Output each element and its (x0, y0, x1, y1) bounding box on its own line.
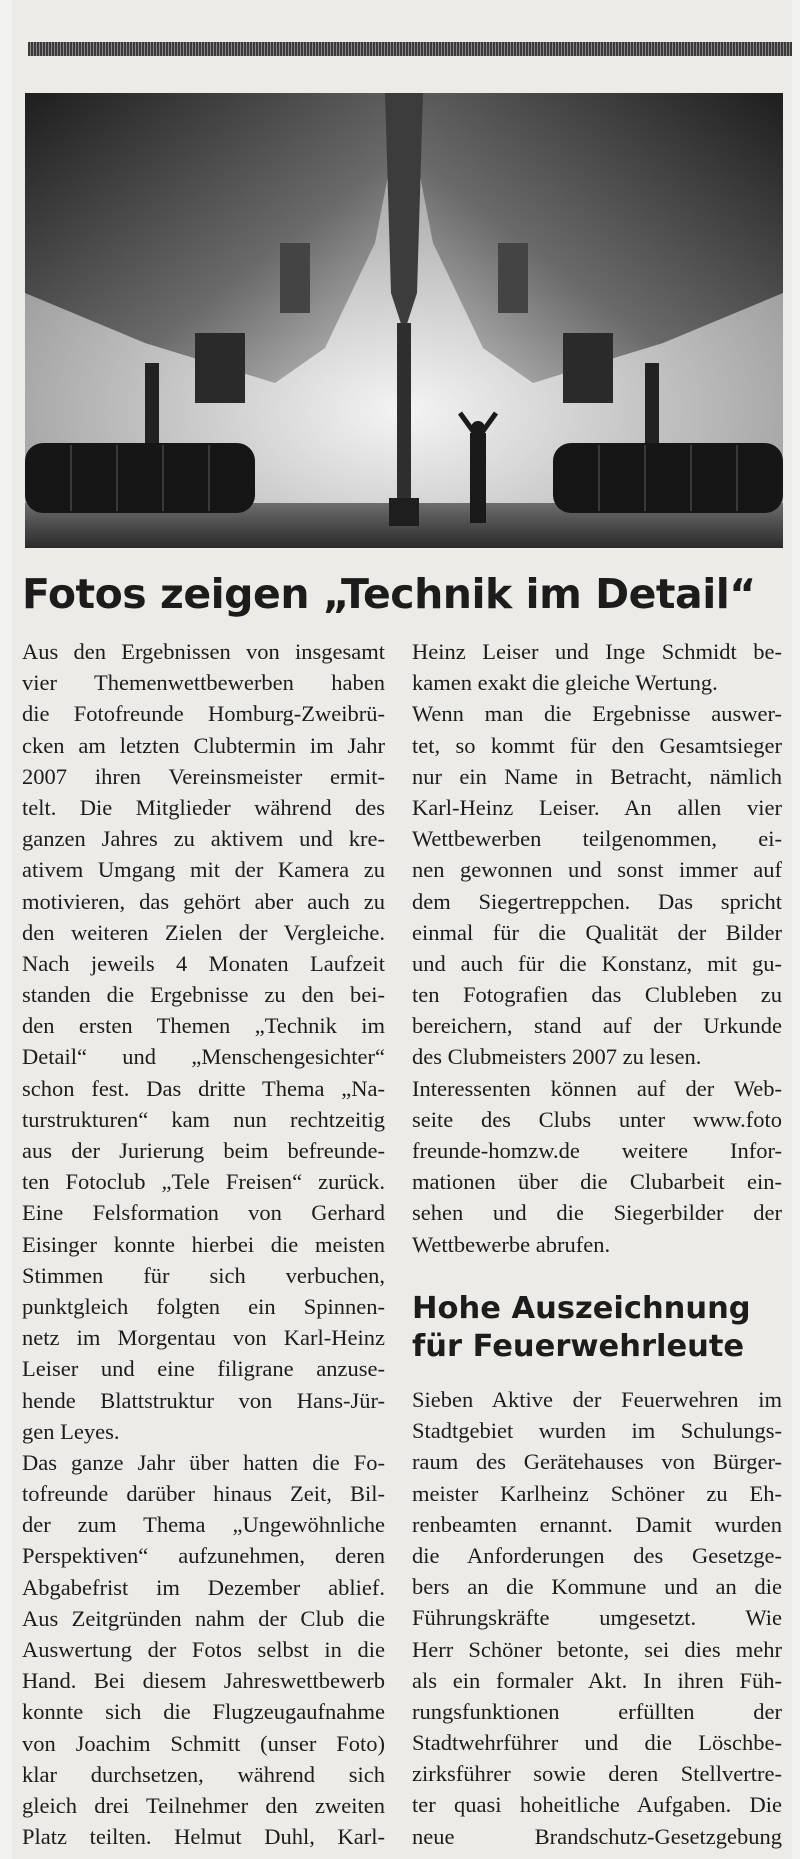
text-line: Das ganze Jahr über hatten die Fo- (22, 1449, 385, 1475)
text-line: Karl-Heinz Leiser. An allen vier (412, 794, 782, 820)
text-line: Leiser und eine filigrane anzuse- (22, 1356, 385, 1382)
text-line: netz im Morgentau von Karl-Heinz (22, 1325, 385, 1351)
text-line: sehen und die Siegerbilder der (412, 1200, 782, 1226)
top-rule (28, 42, 792, 56)
text-line: tofreunde darüber hinaus Zeit, Bil- (22, 1481, 385, 1507)
text-line: turstrukturen“ kam nun rechtzeitig (22, 1106, 385, 1132)
text-line: freunde-homzw.de weitere Infor- (412, 1138, 782, 1163)
text-line: standen die Ergebnisse zu den bei- (22, 982, 385, 1008)
text-line: Herr Schöner betonte, sei dies mehr (412, 1636, 782, 1662)
text-line: meister Karlheinz Schöner zu Eh- (412, 1480, 782, 1506)
text-line: ter quasi hoheitliche Aufgaben. Die (412, 1792, 782, 1818)
text-line: cken am letzten Clubtermin im Jahr (22, 732, 385, 758)
aircraft-underside-image (25, 93, 783, 548)
text-line: die Anforderungen des Gesetzge- (412, 1542, 782, 1568)
text-line: Detail“ und „Menschengesichter“ (22, 1044, 385, 1070)
text-line: rungsfunktionen erfüllten der (412, 1698, 782, 1724)
text-line: dem Siegertreppchen. Das spricht (412, 888, 782, 914)
text-line: Wenn man die Ergebnisse auswer- (412, 701, 782, 727)
article2-headline-line1: Hohe Auszeichnung (412, 1291, 751, 1326)
text-line: einmal für die Qualität der Bilder (412, 919, 782, 945)
text-line: Wettbewerbe abrufen. (412, 1231, 611, 1257)
text-line: Auswertung der Fotos selbst in die (22, 1637, 385, 1662)
article2-headline-line2: für Feuerwehrleute (412, 1329, 745, 1364)
text-line: Heinz Leiser und Inge Schmidt be- (412, 639, 782, 664)
text-line: zirksführer sowie deren Stellvertre- (412, 1761, 782, 1787)
text-line: Stadtwehrführer und die Löschbe- (412, 1730, 782, 1756)
text-line: Abgabefrist im Dezember ablief. (22, 1574, 385, 1600)
text-line: Perspektiven“ aufzunehmen, deren (22, 1543, 385, 1569)
text-line: ten Fotoclub „Tele Freisen“ zurück. (22, 1169, 385, 1195)
text-line: die Fotofreunde Homburg-Zweibrü- (22, 701, 385, 727)
text-line: punktgleich folgten ein Spinnen- (22, 1293, 385, 1319)
text-line: von Joachim Schmitt (unser Foto) (22, 1730, 385, 1756)
text-line: nur ein Name in Betracht, nämlich (412, 763, 782, 789)
text-line: nen gewonnen und sonst immer auf (412, 857, 782, 883)
article2-column (412, 1384, 782, 1852)
text-line: des Clubmeisters 2007 zu lesen. (412, 1044, 702, 1070)
text-line: vier Themenwettbewerben haben (22, 670, 385, 696)
text-line: den ersten Themen „Technik im (22, 1013, 385, 1039)
text-line: bereichern, stand auf der Urkunde (412, 1013, 782, 1039)
text-line: Hand. Bei diesem Jahreswettbewerb (22, 1668, 385, 1694)
text-line: klar durchsetzen, während sich (22, 1761, 385, 1787)
text-line: renbeamten ernannt. Damit wurden (412, 1511, 782, 1537)
text-line: und auch für die Konstanz, mit gu- (412, 950, 782, 976)
text-line: Nach jeweils 4 Monaten Laufzeit (22, 950, 385, 976)
text-line: Eine Felsformation von Gerhard (22, 1200, 385, 1226)
text-line: konnte sich die Flugzeugaufnahme (22, 1699, 385, 1725)
text-line: ativem Umgang mit der Kamera zu (22, 857, 385, 883)
text-line: Platz teilten. Helmut Duhl, Karl- (22, 1824, 385, 1850)
text-line: Eisinger konnte hierbei die meisten (22, 1231, 385, 1257)
aircraft-photo (25, 93, 783, 548)
text-line: hende Blattstruktur von Hans-Jür- (22, 1387, 385, 1413)
text-line: Aus den Ergebnissen von insgesamt (22, 639, 385, 664)
text-line: aus der Jurierung beim befreunde- (22, 1138, 385, 1163)
article-headline: Fotos zeigen „Technik im Detail“ (22, 570, 756, 618)
text-line: kamen exakt die gleiche Wertung. (412, 670, 718, 696)
text-line: 2007 ihren Vereinsmeister ermit- (22, 763, 385, 789)
text-line: Stimmen für sich verbuchen, (22, 1262, 385, 1288)
text-line: gen Leyes. (22, 1418, 120, 1444)
text-line: seite des Clubs unter www.foto (412, 1106, 782, 1132)
text-line: der zum Thema „Ungewöhnliche (22, 1512, 385, 1538)
text-line: ganzen Jahres zu aktivem und kre- (22, 826, 385, 852)
text-line: Stadtgebiet wurden im Schulungs- (412, 1418, 782, 1444)
text-line: Interessenten können auf der Web- (412, 1075, 782, 1101)
text-line: motivieren, das gehört aber auch zu (22, 888, 385, 914)
text-line: Führungskräfte umgesetzt. Wie (412, 1605, 782, 1631)
text-line: neue Brandschutz-Gesetzgebung (412, 1823, 782, 1849)
text-line: ten Fotografien das Clubleben zu (412, 982, 782, 1008)
text-line: schon fest. Das dritte Thema „Na- (22, 1075, 385, 1101)
text-line: Aus Zeitgründen nahm der Club die (22, 1605, 385, 1631)
text-line: als ein formaler Akt. In ihren Füh- (412, 1667, 782, 1693)
text-line: Sieben Aktive der Feuerwehren im (412, 1387, 782, 1412)
text-line: Wettbewerben teilgenommen, ei- (412, 826, 782, 852)
article-column-right (412, 636, 782, 1260)
text-line: tet, so kommt für den Gesamtsieger (412, 732, 782, 758)
text-line: telt. Die Mitglieder während des (22, 794, 385, 820)
text-line: den weiteren Zielen der Vergleiche. (22, 919, 385, 945)
text-line: bers an die Kommune und an die (412, 1574, 782, 1600)
text-line: mationen über die Clubarbeit ein- (412, 1169, 782, 1195)
text-line: gleich drei Teilnehmer den zweiten (22, 1792, 385, 1818)
article-column-left (22, 636, 385, 1852)
text-line: raum des Gerätehauses von Bürger- (412, 1449, 782, 1475)
article2-headline (412, 1290, 792, 1366)
